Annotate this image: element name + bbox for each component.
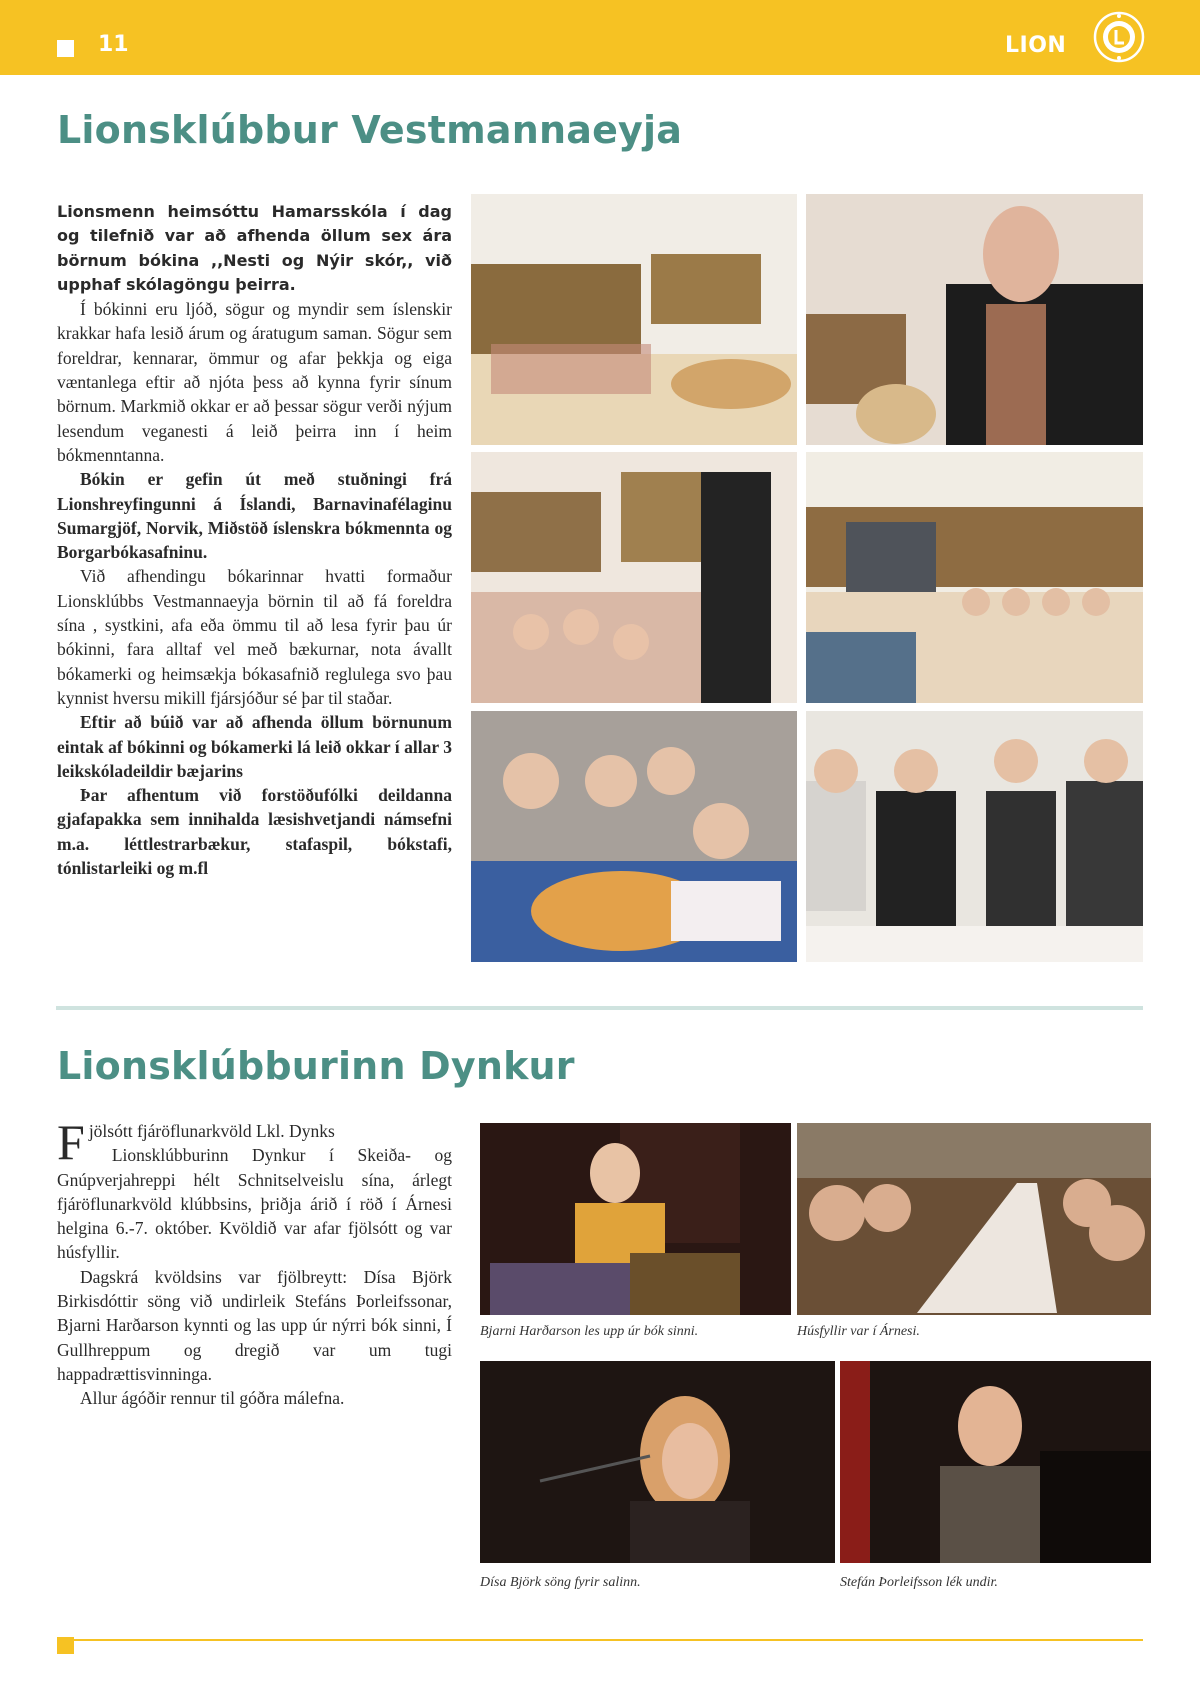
caption-hall: Húsfyllir var í Árnesi. (797, 1324, 920, 1339)
article2-intro: Lionsklúbburinn Dynkur í Skeiða- og Gnúpverjahreppi hélt Schnitselveislu sína, árlegt fjáröflunarkvöld klúbbsins, þriðja árið í röð í Árnesi helgina 6.-7. október. Kvöldið var afar fjölsótt og var húsfyllir. (57, 1145, 452, 1263)
article1-paragraph: Í bókinni eru ljóð, sögur og myndir sem íslenskir krakkar hafa lesið árum og áratugum saman. Sögur sem foreldrar, kennarar, ömmur og afar þekkja og eiga væntanlega eftir að njóta þess að kynna fyrir sínum börnum. Markmið okkar er að þessar sögur verði nýjum lesendum veganesti á leið þeirra inn í heim bókmenntanna. (57, 299, 452, 465)
photo-children-seated (806, 452, 1143, 703)
header-square (57, 40, 74, 57)
article2-paragraph: Allur ágóðir rennur til góðra málefna. (80, 1388, 345, 1409)
article1-paragraph: Bókin er gefin út með stuðningi frá Lionshreyfingunni á Íslandi, Barnavinafélaginu Sumargjöf, Norvik, Miðstöð íslenskra bókmennta og Borgarbókasafninu. (57, 469, 452, 563)
footer-line (74, 1639, 1143, 1641)
page-number: 11 (98, 32, 129, 57)
article1-paragraph: Við afhendingu bókarinnar hvatti formaður Lionsklúbbs Vestmannaeyja börnin til að fá foreldra sína , systkini, afa eða ömmu til að lesa fyrir þau úr bókinni, fara alltaf vel með bækurnar, nota ávallt bókamerki og heimsækja bókasafnið reglulega svo þau kynnist hversu mikill fjársjóður sé þar til staðar. (57, 566, 452, 708)
footer-square (57, 1637, 74, 1654)
photo-gift-packages (806, 711, 1143, 962)
article2-title: Lionsklúbburinn Dynkur (57, 1044, 575, 1088)
drop-cap: F (57, 1114, 85, 1170)
caption-disa: Dísa Björk söng fyrir salinn. (480, 1575, 641, 1590)
article2-paragraph (57, 1114, 452, 1265)
article1-paragraph: Eftir að búið var að afhenda öllum börnunum eintak af bókinni og bókamerki lá leið okkar í allar 3 leikskóladeildir bæjarins (57, 712, 452, 781)
caption-stefan: Stefán Þorleifsson lék undir. (840, 1575, 998, 1590)
photo-library-children (471, 194, 797, 445)
lions-logo-icon (1093, 11, 1145, 63)
photo-stefan-piano (840, 1361, 1151, 1563)
photo-handing-books (471, 452, 797, 703)
section-divider (56, 1006, 1143, 1010)
article1-title: Lionsklúbbur Vestmannaeyja (57, 108, 683, 152)
article1-body (57, 200, 452, 880)
photo-disa-singing (480, 1361, 835, 1563)
caption-bjarni: Bjarni Harðarson les upp úr bók sinni. (480, 1324, 699, 1339)
article1-lead: Lionsmenn heimsóttu Hamarsskóla í dag og tilefnið var að afhenda öllum sex ára börnum bókina ,,Nesti og Nýir skór,, við upphaf skólagöngu þeirra. (57, 202, 452, 294)
page-header (0, 0, 1200, 75)
article2-first-line: jölsótt fjáröflunarkvöld Lkl. Dynks (88, 1121, 335, 1141)
article2-paragraph: Dagskrá kvöldsins var fjölbreytt: Dísa Björk Birkisdóttir söng við undirleik Stefáns Þorleifssonar, Bjarni Harðarson kynnti og las upp úr nýrri bók sinni, Í Gullhreppum og dregið var um tugi happadrættisvinninga. (57, 1266, 452, 1384)
magazine-name: LION (1005, 33, 1067, 58)
photo-man-speaking (806, 194, 1143, 445)
article2-body (57, 1114, 452, 1411)
article1-paragraph: Þar afhentum við forstöðufólki deildanna gjafapakka sem innihalda læsishvetjandi námsefni m.a. léttlestrarbækur, stafaspil, bókstafi, tónlistarleiki og m.fl (57, 785, 452, 879)
photo-kindergarten-children (471, 711, 797, 962)
photo-bjarni-reading (480, 1123, 791, 1315)
photo-full-hall (797, 1123, 1151, 1315)
